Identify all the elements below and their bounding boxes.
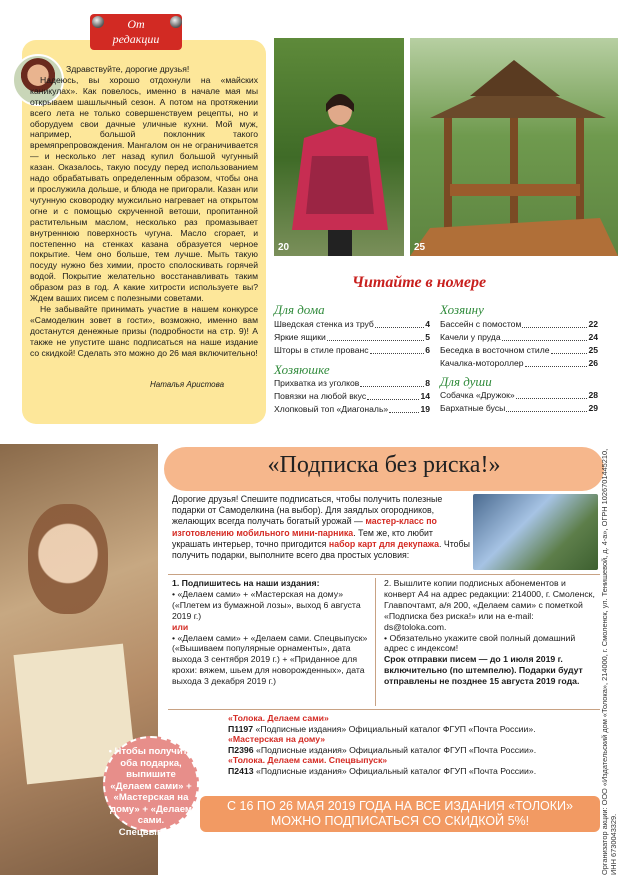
organizer-note: Организатор акции: ООО «Издательский дом «Толока», 214000, г. Смоленск, ул. Тенишевой, д. 4-а», ОГРН 1026701445210, ИНН 6730043329. bbox=[600, 448, 618, 875]
vintage-portrait bbox=[28, 504, 108, 614]
step-one-heading: 1. Подпишитесь на наши издания: bbox=[172, 578, 320, 588]
editor-tag bbox=[90, 14, 182, 50]
subscription-title: «Подписка без риска!» bbox=[267, 452, 501, 478]
step-two-deadline: Срок отправки писем — до 1 июля 2019 г. включительно (по штемпелю). Подарки будут отправлены не позднее 15 августа 2019 года. bbox=[384, 654, 583, 687]
section-title: Хозяюшке bbox=[274, 362, 330, 377]
step-one-option-a: • «Делаем сами» + «Мастерская на дому» («Плетем из бумажной лозы», выход 6 августа 2019 г.) bbox=[172, 588, 361, 621]
discount-banner bbox=[200, 796, 600, 832]
toc-row[interactable]: Беседка в восточном стиле 25 bbox=[440, 345, 598, 355]
toc-row[interactable]: Повязки на любой вкус 14 bbox=[274, 391, 430, 401]
editor-greeting: Здравствуйте, дорогие друзья! bbox=[66, 64, 190, 74]
catalog-entry: П2396 «Подписные издания» Официальный каталог ФГУП «Почта России». bbox=[228, 744, 537, 755]
divider bbox=[375, 578, 376, 706]
editor-signature: Наталья Аристова bbox=[150, 380, 225, 389]
step-one-option-b: • «Делаем сами» + «Делаем сами. Спецвыпуск» («Вышиваем популярные орнаменты», дата выхода 3 сентября 2019 г.) + «Приданное для крохи: вяжем, шьем для новорожденных», дата выхода 3 декабря 2019 г.) bbox=[172, 632, 368, 687]
greenhouse-photo bbox=[473, 494, 598, 570]
editor-tag-line1: От bbox=[127, 17, 145, 31]
catalog-entry: П2413 «Подписные издания» Официальный каталог ФГУП «Почта России». bbox=[228, 765, 537, 776]
toc-row[interactable]: Яркие ящики 5 bbox=[274, 332, 430, 342]
toc-row[interactable]: Прихватка из уголков 8 bbox=[274, 378, 430, 388]
step-two-note: • Обязательно укажите свой полный домашний адрес с индексом! bbox=[384, 632, 576, 654]
editor-paragraph: Надеюсь, вы хорошо отдохнули на «майских каникулах». Как повелось, именно в начале мая мы открываем шашлычный сезон. А потом на протяжении всего лета не только совершенствуем рецепты, но и оборудуем свои дачные уличные кухни. Мой муж, например, большой поклонник такого времяпрепровождения. Мангалом он не ограничивается — и несколько лет назад купил большой чугунный казан. Оказалось, такую посуду перед использованием надо обрабатывать определенным образом, чтобы она и прослужила дольше, и блюда не пригорали. Казан или чугунную сковородку мужсильно нагревает на открытом огне и с помощью скрученной ветоши, пропитанной растительным маслом, несколько раз промазывает внутреннюю поверхность чугуна. Масло сгорает, и постепенно на стенках казана образуется черное покрытие. Чем оно больше, тем лучше. Мыть такую посуду нужно без химии, просто сполоскивать горячей водой. Покрытие желательно восстанавливать таким образом раз в год. А какие хитрости используете вы? Ждем ваших писем с полезными советами. bbox=[30, 74, 258, 304]
subscription-intro: Дорогие друзья! Спешите подписаться, чтобы получить полезные подарки от Самоделкина (на выбор). Для заядлых огородников, желающих всегда получать богатый урожай — мастер-класс по изготовлению мобильного мини-парника. Тем же, кто любит украшать интерьер, точно пригодится набор карт для декупажа. Чтобы получить подарки, выполните всего два простых условия: bbox=[172, 494, 470, 561]
toc-row[interactable]: Шведская стенка из труб 4 bbox=[274, 319, 430, 329]
toc-row[interactable]: Бархатные бусы 29 bbox=[440, 403, 598, 413]
step-two bbox=[384, 578, 598, 687]
catalog-publication: «Мастерская на дому» bbox=[228, 734, 326, 745]
photo-page-number: 25 bbox=[414, 242, 426, 253]
section-title: Для души bbox=[440, 374, 492, 389]
toc-row[interactable]: Хлопковый топ «Диагональ» 19 bbox=[274, 404, 430, 414]
section-title: Хозяину bbox=[440, 302, 484, 317]
gazebo-photo bbox=[410, 38, 618, 256]
catalog-publication: «Толока. Делаем сами» bbox=[228, 713, 329, 723]
banner-line: С 16 ПО 26 МАЯ 2019 ГОДА НА ВСЕ ИЗДАНИЯ «ТОЛОКИ» bbox=[227, 799, 573, 813]
toc-row[interactable]: Собачка «Дружок» 28 bbox=[440, 390, 598, 400]
toc-list bbox=[440, 389, 598, 415]
catalog-list bbox=[228, 713, 600, 777]
pin-icon bbox=[92, 16, 104, 28]
toc-row[interactable]: Качалка-мотороллер 26 bbox=[440, 358, 598, 368]
photo-page-number: 20 bbox=[278, 242, 290, 253]
toc-list bbox=[274, 377, 430, 416]
toc-row[interactable]: Бассейн с помостом 22 bbox=[440, 319, 598, 329]
toc-list bbox=[440, 318, 598, 370]
toc-row[interactable]: Шторы в стиле прованс 6 bbox=[274, 345, 430, 355]
contents-title: Читайте в номере bbox=[352, 274, 487, 291]
editor-text bbox=[30, 64, 258, 358]
step-one bbox=[172, 578, 372, 687]
step-one-or: или bbox=[172, 621, 189, 632]
pin-icon bbox=[170, 16, 182, 28]
banner-line: МОЖНО ПОДПИСАТЬСЯ СО СКИДКОЙ 5%! bbox=[270, 814, 530, 828]
toc-list bbox=[274, 318, 430, 357]
gift-hint-bubble: • Чтобы получить оба подарка, выпишите «Делаем сами» + «Мастерская на дому» + «Делаем сами. Спецвыпуск» bbox=[103, 736, 199, 832]
section-title: Для дома bbox=[274, 302, 325, 317]
catalog-publication: «Толока. Делаем сами. Спецвыпуск» bbox=[228, 755, 388, 766]
step-two-address: 2. Вышлите копии подписных абонементов и конверт А4 на адрес редакции: 214000, г. Смоленск, Главпочтамт, а/я 200, «Делаем сами» с пометкой «Подписка без риска!» или на e-mail: ds@toloka.com. bbox=[384, 578, 595, 632]
editor-paragraph: Не забывайте принимать участие в нашем конкурсе «Самоделкин зовет в гости», возможно, именно вам достанутся денежные призы (подробности на стр. 9)! А также не упустите шанс подписаться на наше издание со скидкой! Сделать это можно до 26 мая включительно! bbox=[30, 303, 258, 358]
poncho-photo bbox=[274, 38, 404, 256]
toc-row[interactable]: Качели у пруда 24 bbox=[440, 332, 598, 342]
editor-tag-line2: редакции bbox=[112, 32, 160, 46]
catalog-entry: П1197 «Подписные издания» Официальный каталог ФГУП «Почта России». bbox=[228, 723, 536, 734]
